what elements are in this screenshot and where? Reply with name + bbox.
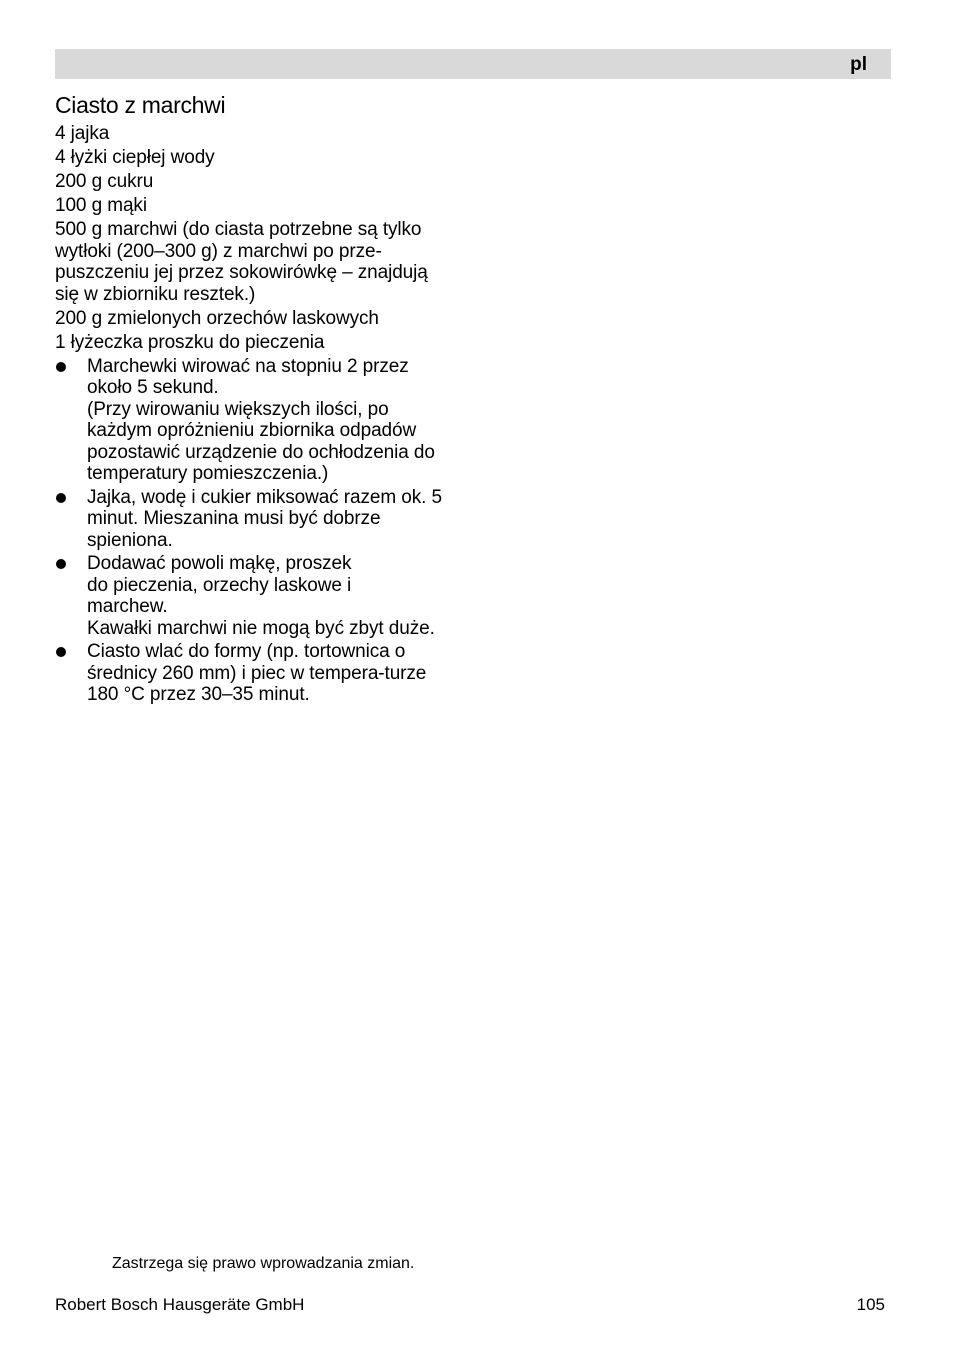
bullet-icon (56, 559, 66, 569)
language-header-bar (55, 49, 891, 79)
ingredient-item: 200 g cukru (55, 171, 154, 192)
ingredient-item: 1 łyżeczka proszku do pieczenia (55, 331, 325, 353)
footer-note: Zastrzega się prawo wprowadzania zmian. (112, 1255, 415, 1272)
page-number: 105 (856, 1295, 885, 1314)
step-note: Kawałki marchwi nie mogą być zbyt duże. (87, 617, 435, 639)
step-list (55, 356, 475, 706)
ingredient-item: 500 g marchwi (do ciasta potrzebne są tylko wytłoki (200–300 g) z marchwi po prze-puszczeniu jej przez sokowirówkę – znajdują się w zbiorniku resztek.) (55, 219, 428, 305)
publisher-name: Robert Bosch Hausgeräte GmbH (55, 1295, 305, 1314)
bullet-icon (56, 493, 66, 503)
ingredient-item: 200 g zmielonych orzechów laskowych (55, 307, 379, 329)
step-text: Dodawać powoli mąkę, proszek do pieczenia, orzechy laskowe i marchew. (87, 553, 352, 617)
ingredient-list (55, 123, 475, 353)
recipe-title: Ciasto z marchwi (55, 92, 226, 118)
step-text: Marchewki wirować na stopniu 2 przez około 5 sekund. (87, 355, 409, 398)
ingredient-item: 4 jajka (55, 123, 110, 144)
step-text: Ciasto wlać do formy (np. tortownica o średnicy 260 mm) i piec w tempera-turze 180 °C przez 30–35 minut. (87, 641, 427, 705)
bullet-icon (56, 362, 66, 372)
recipe-section (55, 90, 475, 708)
ingredient-item: 4 łyżki ciepłej wody (55, 147, 215, 168)
bullet-icon (56, 647, 66, 657)
language-code: pl (850, 54, 867, 75)
step-item (55, 356, 447, 485)
step-text: Jajka, wodę i cukier miksować razem ok. 5 minut. Mieszanina musi być dobrze spieniona. (87, 486, 442, 551)
ingredient-item: 100 g mąki (55, 195, 147, 216)
step-item (55, 641, 432, 706)
step-item (55, 487, 457, 552)
step-item (55, 553, 459, 639)
step-note: (Przy wirowaniu większych ilości, po każdym opróżnieniu zbiornika odpadów pozostawić urządzenie do ochłodzenia do temperatury pomieszczenia.) (87, 398, 435, 484)
